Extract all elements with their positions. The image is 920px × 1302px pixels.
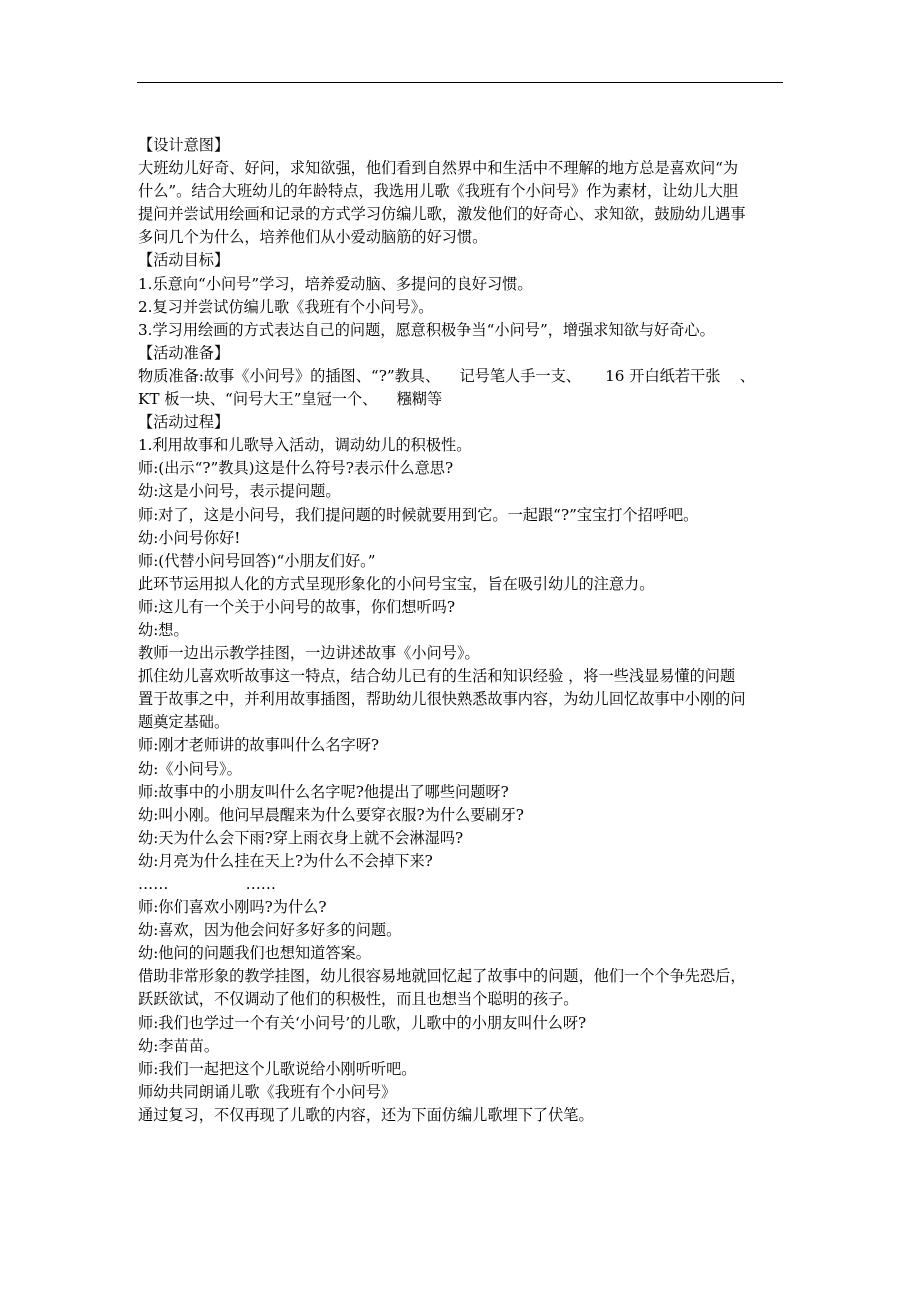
- commentary-line: 题奠定基础。: [138, 713, 230, 732]
- section-heading-design-intent: 【设计意图】: [138, 136, 230, 154]
- process-line: 教师一边出示教学挂图，一边讲述故事《小问号》。: [138, 644, 480, 663]
- dialogue-line: 师:我们一起把这个儿歌说给小刚听听吧。: [138, 1059, 417, 1078]
- process-line: 1.利用故事和儿歌导入活动，调动幼儿的积极性。: [138, 436, 472, 455]
- paragraph-line: 什么”。结合大班幼儿的年龄特点，我选用儿歌《我班有个小问号》作为素材，让幼儿大胆: [138, 182, 739, 201]
- dialogue-line: 幼:想。: [138, 620, 189, 639]
- section-heading-preparation: 【活动准备】: [138, 343, 230, 362]
- section-heading-objectives: 【活动目标】: [138, 251, 230, 270]
- dialogue-line: 师:你们喜欢小刚吗?为什么?: [138, 898, 327, 917]
- commentary-line: 跃跃欲试，不仅调动了他们的积极性，而且也想当个聪明的孩子。: [138, 990, 579, 1009]
- dialogue-line: 幼:小问号你好!: [138, 528, 241, 547]
- process-line: 师幼共同朗诵儿歌《我班有个小问号》: [138, 1082, 397, 1101]
- objective-item: 3.学习用绘画的方式表达自己的问题，愿意积极争当“小问号”，增强求知欲与好奇心。: [138, 320, 715, 339]
- dialogue-line: 幼:月亮为什么挂在天上?为什么不会掉下来?: [138, 851, 433, 870]
- dialogue-line: 师:(代替小问号回答)“小朋友们好。”: [138, 551, 376, 570]
- section-heading-process: 【活动过程】: [138, 413, 230, 432]
- dialogue-line: 幼:叫小刚。他问早晨醒来为什么要穿衣服?为什么要刷牙?: [138, 805, 524, 824]
- objective-item: 2.复习并尝试仿编儿歌《我班有个小问号》。: [138, 297, 434, 316]
- dialogue-line: 幼:这是小问号，表示提问题。: [138, 482, 341, 501]
- dialogue-line: 师:我们也学过一个有关‘小问号’的儿歌，儿歌中的小朋友叫什么呀?: [138, 1013, 587, 1032]
- dialogue-line: 幼:喜欢，因为他会问好多好多的问题。: [138, 921, 402, 940]
- dialogue-line: 幼:天为什么会下雨?穿上雨衣身上就不会淋湿吗?: [138, 828, 464, 847]
- commentary-line: 置于故事之中，并利用故事插图，帮助幼儿很快熟悉故事内容，为幼儿回忆故事中小刚的问: [138, 690, 746, 709]
- ellipsis-line: …… ……: [138, 875, 276, 893]
- preparation-line: KT 板一块、“问号大王”皇冠一个、 糨糊等: [138, 390, 443, 409]
- preparation-line: 物质准备:故事《小问号》的插图、“?”教具、 记号笔人手一支、 16 开白纸若干张 、: [138, 366, 755, 385]
- document-body: [138, 134, 788, 1127]
- dialogue-line: 幼:李苗苗。: [138, 1036, 220, 1055]
- paragraph-line: 大班幼儿好奇、好问，求知欲强，他们看到自然界中和生活中不理解的地方总是喜欢问“为: [138, 159, 739, 178]
- dialogue-line: 幼:《小问号》。: [138, 759, 242, 778]
- objective-item: 1.乐意向“小问号”学习，培养爱动脑、多提问的良好习惯。: [138, 274, 533, 293]
- commentary-line: 通过复习，不仅再现了儿歌的内容，还为下面仿编儿歌埋下了伏笔。: [138, 1105, 594, 1124]
- dialogue-line: 师:对了，这是小问号，我们提问题的时候就要用到它。一起跟“?”宝宝打个招呼吧。: [138, 505, 699, 524]
- paragraph-line: 提问并尝试用绘画和记录的方式学习仿编儿歌，激发他们的好奇心、求知欲，鼓励幼儿遇事: [138, 205, 746, 224]
- paragraph-line: 多问几个为什么，培养他们从小爱动脑筋的好习惯。: [138, 228, 488, 247]
- commentary-line: 借助非常形象的教学挂图，幼儿很容易地就回忆起了故事中的问题，他们一个个争先恐后，: [138, 967, 746, 986]
- dialogue-line: 师:刚才老师讲的故事叫什么名字呀?: [138, 736, 380, 755]
- dialogue-line: 师:故事中的小朋友叫什么名字呢?他提出了哪些问题呀?: [138, 782, 509, 801]
- commentary-line: 抓住幼儿喜欢听故事这一特点，结合幼儿已有的生活和知识经验 ，将一些浅显易懂的问题: [138, 667, 736, 686]
- commentary-line: 此环节运用拟人化的方式呈现形象化的小问号宝宝，旨在吸引幼儿的注意力。: [138, 574, 655, 593]
- header-rule: [137, 82, 783, 83]
- dialogue-line: 师:(出示“?”教具)这是什么符号?表示什么意思?: [138, 459, 454, 478]
- dialogue-line: 师:这儿有一个关于小问号的故事，你们想听吗?: [138, 597, 456, 616]
- dialogue-line: 幼:他问的问题我们也想知道答案。: [138, 944, 371, 963]
